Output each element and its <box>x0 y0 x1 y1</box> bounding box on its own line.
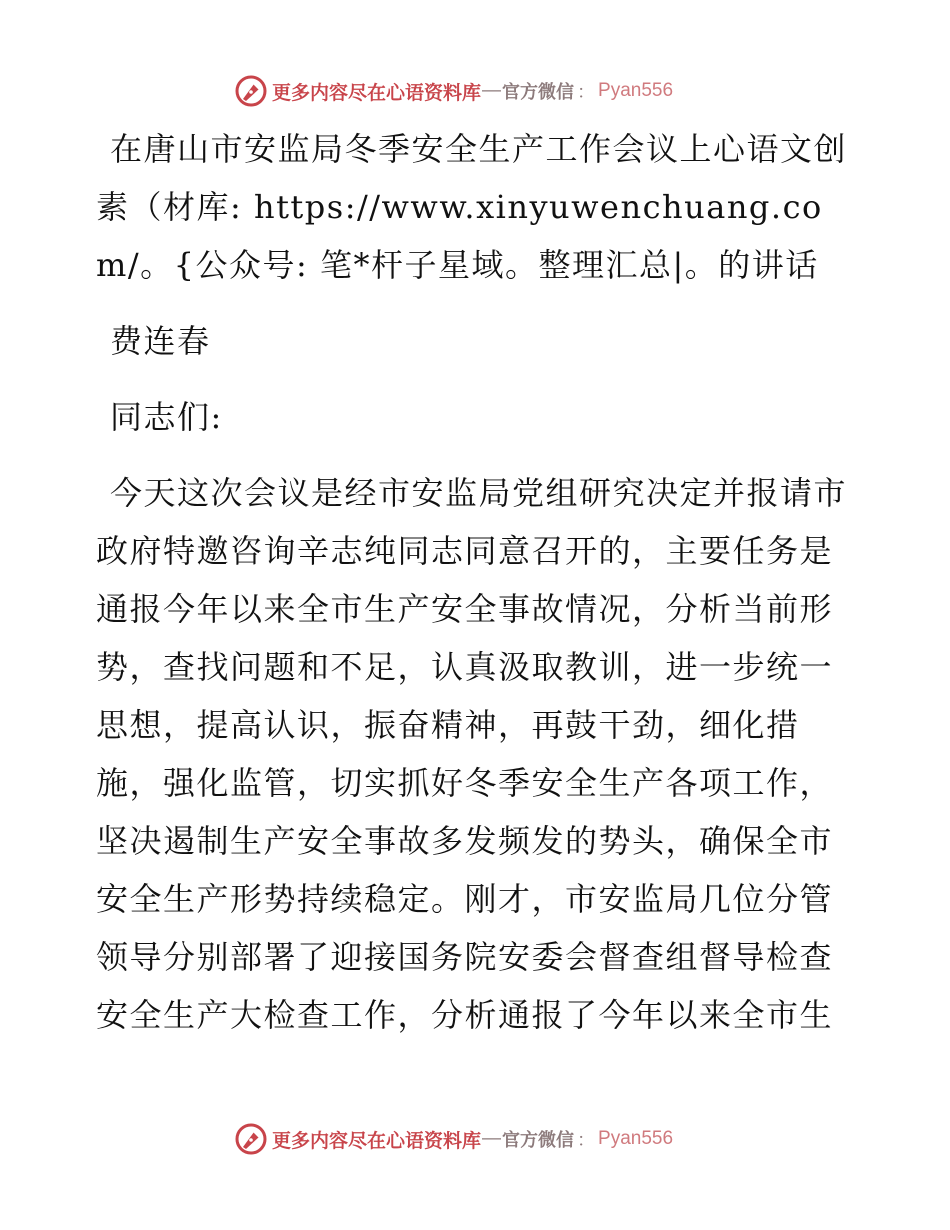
document-title: 在唐山市安监局冬季安全生产工作会议上心语文创素（材库: https://www.xinyuwenchuang.com/。{公众号: 笔*杆子星域。整理汇总|。的讲话 <box>96 130 848 284</box>
banner-separator: — <box>482 1128 502 1149</box>
banner-sub-text: 官方微信 <box>502 1130 575 1150</box>
watermark-banner-top <box>234 74 673 108</box>
banner-colon: ： <box>577 1130 596 1150</box>
banner-main-text: 更多内容尽在心语资料库 <box>272 1130 482 1152</box>
watermark-banner-bottom <box>234 1122 673 1156</box>
banner-sub-text: 官方微信 <box>502 82 575 102</box>
banner-wechat-id: Pyan556 <box>598 1128 674 1149</box>
banner-main-text: 更多内容尽在心语资料库 <box>272 82 482 104</box>
salutation: 同志们: <box>110 398 223 436</box>
speaker-name: 费连春 <box>110 322 211 360</box>
document-body <box>96 120 856 1044</box>
banner-colon: ： <box>577 82 596 102</box>
pen-nib-logo-icon <box>234 74 268 108</box>
banner-wechat-id: Pyan556 <box>598 80 674 101</box>
pen-nib-logo-icon <box>234 1122 268 1156</box>
banner-separator: — <box>482 80 502 101</box>
body-paragraph: 今天这次会议是经市安监局党组研究决定并报请市政府特邀咨询辛志纯同志同意召开的，主要任务是通报今年以来全市生产安全事故情况，分析当前形势，查找问题和不足，认真汲取教训，进一步统一思想，提高认识，振奋精神，再鼓干劲，细化措施，强化监管，切实抓好冬季安全生产各项工作，坚决遏制生产安全事故多发频发的势头，确保全市安全生产形势持续稳定。刚才，市安监局几位分管领导分别部署了迎接国务院安委会督查组督导检查安全生产大检查工作，分析通报了今年以来全市生 <box>96 474 848 1034</box>
